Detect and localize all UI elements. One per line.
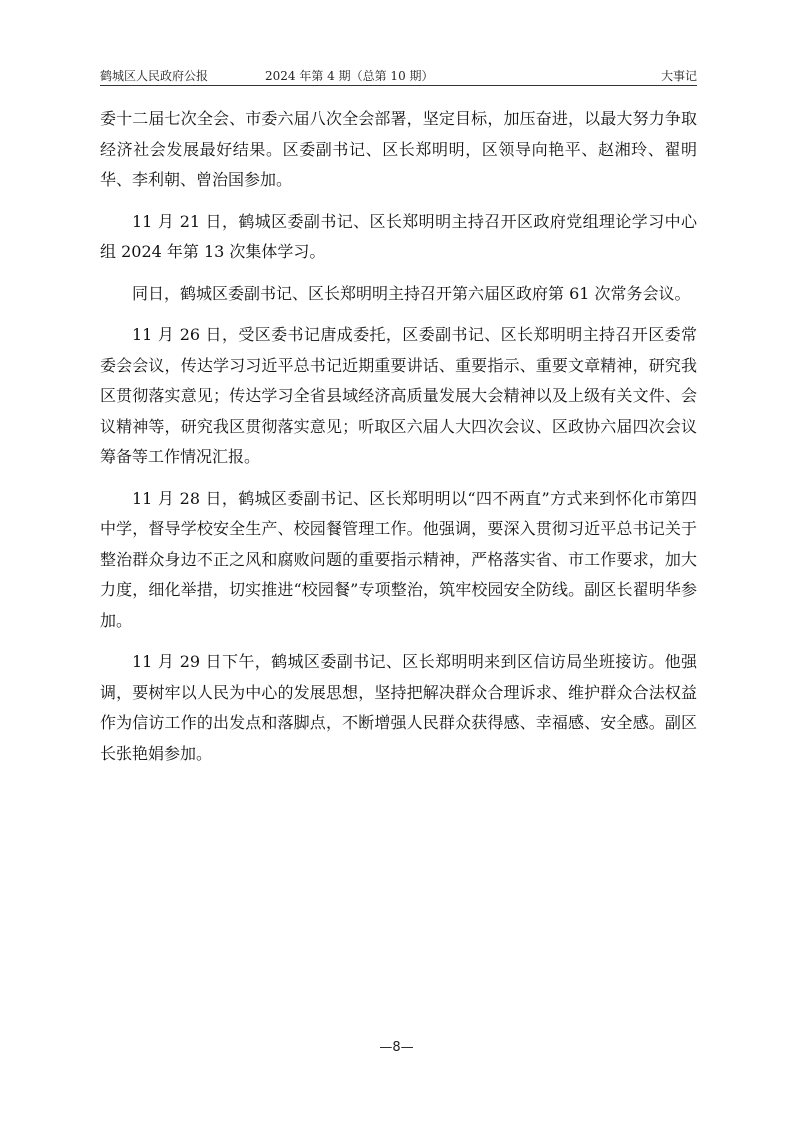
publication-title: 鹤城区人民政府公报 — [100, 69, 209, 83]
paragraph-nov29: 11 月 29 日下午，鹤城区委副书记、区长郑明明来到区信访局坐班接访。他强调，要树牢以人民为中心的发展思想，坚持把解决群众合理诉求、维护群众合法权益作为信访工作的出发点和落脚点，不断增强人民群众获得感、幸福感、安全感。副区长张艳娟参加。 — [100, 652, 697, 763]
page-number: —8— — [379, 1040, 414, 1055]
paragraph-nov21: 11 月 21 日，鹤城区委副书记、区长郑明明主持召开区政府党组理论学习中心组 2024 年第 13 次集体学习。 — [100, 211, 697, 261]
paragraph-same-day: 同日，鹤城区委副书记、区长郑明明主持召开第六届区政府第 61 次常务会议。 — [132, 283, 691, 303]
paragraph-nov28: 11 月 28 日，鹤城区委副书记、区长郑明明以“四不两直”方式来到怀化市第四中学，督导学校安全生产、校园餐管理工作。他强调，要深入贯彻习近平总书记关于整治群众身边不正之风和腐败问题的重要指示精神，严格落实省、市工作要求，加大力度，细化举措，切实推进“校园餐”专项整治，筑牢校园安全防线。副区长翟明华参加。 — [100, 488, 697, 630]
paragraph-nov26: 11 月 26 日，受区委书记唐成委托，区委副书记、区长郑明明主持召开区委常委会会议，传达学习习近平总书记近期重要讲话、重要指示、重要文章精神，研究我区贯彻落实意见；传达学习全省县域经济高质量发展大会精神以及上级有关文件、会议精神等，研究我区贯彻落实意见；听取区六届人大四次会议、区政协六届四次会议筹备等工作情况汇报。 — [100, 325, 697, 466]
section-title: 大事记 — [660, 69, 697, 83]
header-rule — [100, 85, 697, 86]
paragraph-continuation: 委十二届七次全会、市委六届八次全会部署，坚定目标，加压奋进，以最大努力争取经济社会发展最好结果。区委副书记、区长郑明明，区领导向艳平、赵湘玲、翟明华、李利朝、曾治国参加。 — [100, 109, 697, 189]
body-text — [100, 104, 697, 780]
running-header — [100, 63, 697, 85]
issue-number: 2024 年第 4 期（总第 10 期） — [265, 69, 434, 83]
